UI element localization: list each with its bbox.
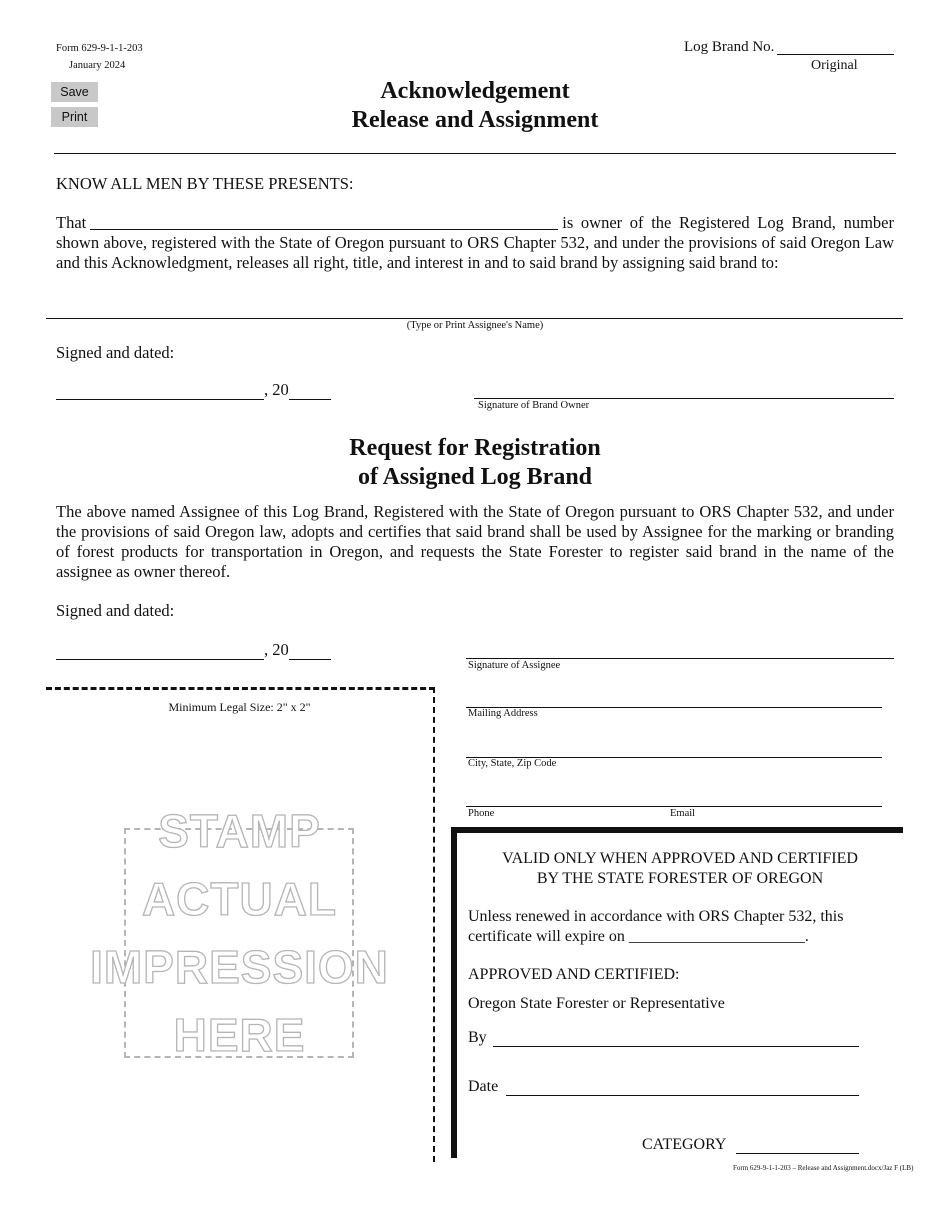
print-button[interactable]: Print <box>51 107 98 127</box>
release-signed-dated: Signed and dated: <box>56 343 175 362</box>
stamp-watermark <box>46 806 433 1066</box>
footer-file-ref: Form 629-9-1-1-203 – Release and Assignment.docx/Jaz F (LB) <box>733 1164 914 1172</box>
release-title-line1: Acknowledgement <box>380 78 570 104</box>
mailing-caption: Mailing Address <box>468 708 538 719</box>
owner-statement <box>56 213 894 273</box>
release-title-line2: Release and Assignment <box>351 107 599 133</box>
form-number: Form 629-9-1-1-203 <box>56 43 143 54</box>
stamp-min-size: Minimum Legal Size: 2" x 2" <box>168 700 311 714</box>
header-divider <box>54 153 896 154</box>
date-label: Date <box>468 1078 499 1095</box>
release-date-row <box>56 380 331 400</box>
approved-certified: APPROVED AND CERTIFIED: <box>468 966 680 983</box>
release-date-field[interactable] <box>56 381 264 400</box>
category-label: CATEGORY <box>642 1136 727 1153</box>
request-title-line2: of Assigned Log Brand <box>357 464 593 490</box>
form-date: January 2024 <box>69 60 126 71</box>
request-year-prefix: , 20 <box>264 640 289 659</box>
forester-label: Oregon State Forester or Representative <box>468 995 725 1012</box>
email-caption: Email <box>670 808 696 819</box>
request-date-field[interactable] <box>56 641 264 660</box>
assignee-signature-field[interactable] <box>466 658 894 659</box>
valid-line-2: BY THE STATE FORESTER OF OREGON <box>536 870 824 887</box>
by-field[interactable] <box>493 1046 859 1047</box>
owner-signature-field[interactable] <box>474 398 894 399</box>
release-title <box>275 77 675 135</box>
stamp-box <box>46 687 435 1162</box>
renew-line-1: Unless renewed in accordance with ORS Chapter 532, this <box>468 908 844 925</box>
save-button[interactable]: Save <box>51 82 98 102</box>
request-title <box>275 434 675 492</box>
that-text-2: shown above, registered with the State of Oregon pursuant to ORS Chapter 532, and under the provisions of said Oregon Law and this Acknowledgment, releases all right, title, and interest in and to said brand by assigning said brand to: <box>56 233 894 272</box>
know-all-text: KNOW ALL MEN BY THESE PRESENTS: <box>56 174 354 193</box>
owner-name-field[interactable] <box>90 213 558 230</box>
category-field[interactable] <box>736 1153 859 1154</box>
stamp-word-2: ACTUAL <box>141 873 338 925</box>
request-signed-dated: Signed and dated: <box>56 601 175 620</box>
phone-caption: Phone <box>468 808 495 819</box>
request-paragraph: The above named Assignee of this Log Brand, Registered with the State of Oregon pursuant to ORS Chapter 532, and under the provisions of said Oregon law, adopts and certifies that said brand shall be used by Assignee for the marking or branding of forest products for transportation in Oregon, and requests the State Forester to register said brand in the name of the assignee as owner thereof. <box>56 502 894 581</box>
renew-text <box>468 907 843 947</box>
assignee-name-field[interactable] <box>46 318 903 319</box>
phone-email-field[interactable] <box>466 806 882 807</box>
renew-line-2: certificate will expire on ______________________. <box>468 928 809 945</box>
owner-signature-caption: Signature of Brand Owner <box>478 400 590 411</box>
stamp-word-4: HERE <box>173 1009 306 1061</box>
request-date-row <box>56 640 331 660</box>
stamp-word-1: STAMP <box>158 805 321 857</box>
approval-date-field[interactable] <box>506 1095 859 1096</box>
city-caption: City, State, Zip Code <box>468 758 557 769</box>
by-label: By <box>468 1029 487 1046</box>
request-title-line1: Request for Registration <box>349 435 601 461</box>
that-text-1: is owner of the Registered Log Brand, number <box>562 213 894 232</box>
original-label: Original <box>811 58 858 73</box>
log-brand-label: Log Brand No. <box>684 39 775 55</box>
release-year-field[interactable] <box>289 381 331 400</box>
approval-box <box>451 827 903 1158</box>
valid-line-1: VALID ONLY WHEN APPROVED AND CERTIFIED <box>502 850 858 867</box>
log-brand-number-field[interactable] <box>777 54 894 55</box>
request-year-field[interactable] <box>289 641 331 660</box>
valid-notice <box>457 849 903 889</box>
assignee-caption: (Type or Print Assignee's Name) <box>406 320 544 331</box>
assignee-signature-caption: Signature of Assignee <box>468 660 561 671</box>
stamp-word-3: IMPRESSION <box>90 941 389 993</box>
that-label: That <box>56 213 87 232</box>
release-year-prefix: , 20 <box>264 380 289 399</box>
